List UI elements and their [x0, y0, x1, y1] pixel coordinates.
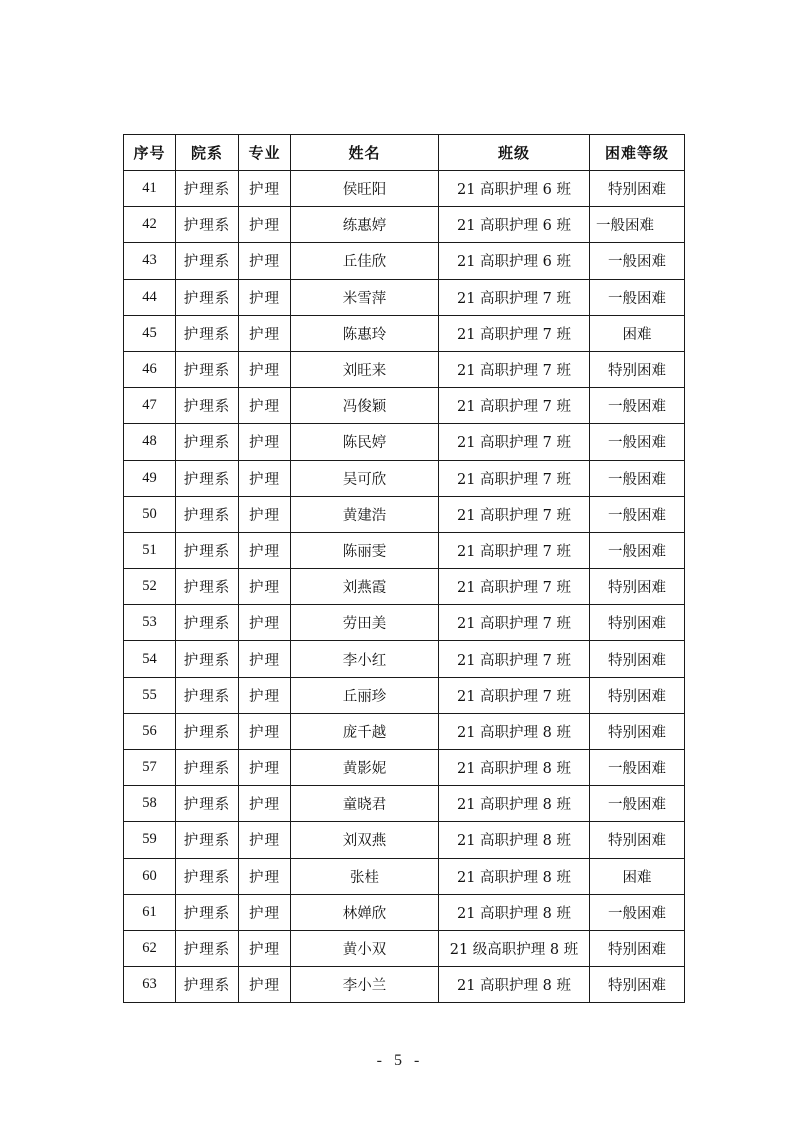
cell-class: 21 高职护理 8 班 — [439, 713, 590, 749]
cell-dept: 护理系 — [176, 894, 239, 930]
cell-major: 护理 — [239, 496, 291, 532]
cell-name: 陈惠玲 — [291, 315, 439, 351]
cell-seq: 41 — [124, 171, 176, 207]
cell-level: 特别困难 — [590, 822, 685, 858]
cell-level: 特别困难 — [590, 351, 685, 387]
cell-class: 21 高职护理 8 班 — [439, 822, 590, 858]
cell-seq: 52 — [124, 569, 176, 605]
cell-major: 护理 — [239, 171, 291, 207]
cell-level: 一般困难 — [590, 243, 685, 279]
table-row — [124, 279, 685, 315]
table-row — [124, 930, 685, 966]
cell-seq: 49 — [124, 460, 176, 496]
cell-class: 21 高职护理 6 班 — [439, 243, 590, 279]
cell-name: 李小兰 — [291, 967, 439, 1003]
table-row — [124, 243, 685, 279]
cell-dept: 护理系 — [176, 822, 239, 858]
cell-dept: 护理系 — [176, 315, 239, 351]
cell-level: 一般困难 — [590, 388, 685, 424]
table-row — [124, 351, 685, 387]
cell-name: 黄小双 — [291, 930, 439, 966]
cell-seq: 45 — [124, 315, 176, 351]
cell-seq: 55 — [124, 677, 176, 713]
cell-seq: 63 — [124, 967, 176, 1003]
header-dept: 院系 — [176, 135, 239, 171]
cell-name: 张桂 — [291, 858, 439, 894]
cell-name: 李小红 — [291, 641, 439, 677]
cell-dept: 护理系 — [176, 641, 239, 677]
cell-seq: 62 — [124, 930, 176, 966]
cell-level: 一般困难 — [590, 786, 685, 822]
cell-dept: 护理系 — [176, 207, 239, 243]
table-row — [124, 894, 685, 930]
cell-seq: 58 — [124, 786, 176, 822]
header-level: 困难等级 — [590, 135, 685, 171]
cell-major: 护理 — [239, 532, 291, 568]
table-row — [124, 713, 685, 749]
table-row — [124, 532, 685, 568]
cell-major: 护理 — [239, 460, 291, 496]
cell-class: 21 高职护理 7 班 — [439, 315, 590, 351]
cell-major: 护理 — [239, 677, 291, 713]
cell-class: 21 高职护理 7 班 — [439, 532, 590, 568]
table-row — [124, 460, 685, 496]
cell-class: 21 高职护理 6 班 — [439, 171, 590, 207]
cell-class: 21 高职护理 7 班 — [439, 605, 590, 641]
cell-name: 米雪萍 — [291, 279, 439, 315]
cell-dept: 护理系 — [176, 858, 239, 894]
table-row — [124, 496, 685, 532]
cell-name: 黄建浩 — [291, 496, 439, 532]
cell-major: 护理 — [239, 786, 291, 822]
header-seq: 序号 — [124, 135, 176, 171]
cell-name: 童晓君 — [291, 786, 439, 822]
cell-major: 护理 — [239, 243, 291, 279]
cell-name: 侯旺阳 — [291, 171, 439, 207]
table-row — [124, 786, 685, 822]
cell-class: 21 高职护理 7 班 — [439, 496, 590, 532]
cell-seq: 54 — [124, 641, 176, 677]
cell-level: 特别困难 — [590, 641, 685, 677]
cell-dept: 护理系 — [176, 532, 239, 568]
cell-major: 护理 — [239, 605, 291, 641]
cell-dept: 护理系 — [176, 279, 239, 315]
cell-name: 庞千越 — [291, 713, 439, 749]
header-class: 班级 — [439, 135, 590, 171]
cell-major: 护理 — [239, 424, 291, 460]
table-row — [124, 315, 685, 351]
cell-seq: 46 — [124, 351, 176, 387]
cell-dept: 护理系 — [176, 569, 239, 605]
cell-name: 黄影妮 — [291, 750, 439, 786]
cell-class: 21 级高职护理 8 班 — [439, 930, 590, 966]
cell-major: 护理 — [239, 315, 291, 351]
cell-seq: 43 — [124, 243, 176, 279]
cell-level: 一般困难 — [590, 750, 685, 786]
cell-class: 21 高职护理 7 班 — [439, 351, 590, 387]
cell-level: 特别困难 — [590, 930, 685, 966]
table-header-row — [124, 135, 685, 171]
table-row — [124, 424, 685, 460]
cell-major: 护理 — [239, 351, 291, 387]
cell-major: 护理 — [239, 279, 291, 315]
cell-class: 21 高职护理 7 班 — [439, 641, 590, 677]
table-row — [124, 641, 685, 677]
cell-level: 特别困难 — [590, 967, 685, 1003]
table-row — [124, 967, 685, 1003]
table-row — [124, 858, 685, 894]
cell-level: 一般困难 — [590, 894, 685, 930]
cell-name: 练惠婷 — [291, 207, 439, 243]
cell-level: 一般困难 — [590, 496, 685, 532]
table-row — [124, 677, 685, 713]
cell-dept: 护理系 — [176, 424, 239, 460]
cell-seq: 47 — [124, 388, 176, 424]
cell-name: 陈民婷 — [291, 424, 439, 460]
cell-class: 21 高职护理 8 班 — [439, 858, 590, 894]
cell-level: 特别困难 — [590, 569, 685, 605]
cell-seq: 42 — [124, 207, 176, 243]
cell-dept: 护理系 — [176, 388, 239, 424]
cell-class: 21 高职护理 7 班 — [439, 460, 590, 496]
table-row — [124, 822, 685, 858]
cell-major: 护理 — [239, 569, 291, 605]
cell-class: 21 高职护理 8 班 — [439, 786, 590, 822]
cell-name: 刘双燕 — [291, 822, 439, 858]
cell-seq: 57 — [124, 750, 176, 786]
cell-level: 特别困难 — [590, 605, 685, 641]
cell-class: 21 高职护理 7 班 — [439, 388, 590, 424]
cell-seq: 51 — [124, 532, 176, 568]
cell-seq: 44 — [124, 279, 176, 315]
cell-name: 丘佳欣 — [291, 243, 439, 279]
page-number: - 5 - — [376, 1052, 424, 1069]
cell-dept: 护理系 — [176, 351, 239, 387]
cell-level: 一般困难 — [590, 460, 685, 496]
cell-class: 21 高职护理 7 班 — [439, 279, 590, 315]
cell-name: 刘燕霞 — [291, 569, 439, 605]
cell-dept: 护理系 — [176, 243, 239, 279]
cell-dept: 护理系 — [176, 605, 239, 641]
cell-dept: 护理系 — [176, 967, 239, 1003]
cell-level: 一般困难 — [590, 207, 685, 243]
cell-level: 特别困难 — [590, 677, 685, 713]
cell-seq: 61 — [124, 894, 176, 930]
cell-name: 劳田美 — [291, 605, 439, 641]
cell-dept: 护理系 — [176, 713, 239, 749]
table-row — [124, 750, 685, 786]
cell-name: 刘旺来 — [291, 351, 439, 387]
table-row — [124, 171, 685, 207]
cell-major: 护理 — [239, 967, 291, 1003]
table-row — [124, 388, 685, 424]
table-body — [124, 171, 685, 1003]
cell-dept: 护理系 — [176, 930, 239, 966]
cell-level: 一般困难 — [590, 532, 685, 568]
cell-seq: 59 — [124, 822, 176, 858]
cell-name: 林婵欣 — [291, 894, 439, 930]
cell-major: 护理 — [239, 822, 291, 858]
cell-seq: 48 — [124, 424, 176, 460]
cell-major: 护理 — [239, 858, 291, 894]
cell-dept: 护理系 — [176, 496, 239, 532]
cell-name: 吴可欣 — [291, 460, 439, 496]
cell-major: 护理 — [239, 750, 291, 786]
cell-class: 21 高职护理 7 班 — [439, 569, 590, 605]
cell-dept: 护理系 — [176, 677, 239, 713]
cell-name: 陈丽雯 — [291, 532, 439, 568]
cell-dept: 护理系 — [176, 460, 239, 496]
cell-major: 护理 — [239, 641, 291, 677]
cell-major: 护理 — [239, 207, 291, 243]
cell-level: 特别困难 — [590, 713, 685, 749]
cell-level: 一般困难 — [590, 424, 685, 460]
cell-seq: 53 — [124, 605, 176, 641]
cell-seq: 60 — [124, 858, 176, 894]
cell-dept: 护理系 — [176, 171, 239, 207]
table-row — [124, 207, 685, 243]
cell-dept: 护理系 — [176, 786, 239, 822]
student-roster-table — [123, 134, 685, 1003]
cell-class: 21 高职护理 8 班 — [439, 750, 590, 786]
cell-level: 特别困难 — [590, 171, 685, 207]
table-row — [124, 605, 685, 641]
cell-major: 护理 — [239, 713, 291, 749]
cell-name: 丘丽珍 — [291, 677, 439, 713]
cell-major: 护理 — [239, 388, 291, 424]
cell-class: 21 高职护理 6 班 — [439, 207, 590, 243]
cell-class: 21 高职护理 8 班 — [439, 894, 590, 930]
table-row — [124, 569, 685, 605]
cell-level: 困难 — [590, 315, 685, 351]
cell-class: 21 高职护理 8 班 — [439, 967, 590, 1003]
cell-level: 困难 — [590, 858, 685, 894]
header-major: 专业 — [239, 135, 291, 171]
cell-dept: 护理系 — [176, 750, 239, 786]
cell-major: 护理 — [239, 894, 291, 930]
header-name: 姓名 — [291, 135, 439, 171]
cell-class: 21 高职护理 7 班 — [439, 424, 590, 460]
cell-name: 冯俊颖 — [291, 388, 439, 424]
cell-level: 一般困难 — [590, 279, 685, 315]
cell-class: 21 高职护理 7 班 — [439, 677, 590, 713]
cell-major: 护理 — [239, 930, 291, 966]
cell-seq: 50 — [124, 496, 176, 532]
cell-seq: 56 — [124, 713, 176, 749]
